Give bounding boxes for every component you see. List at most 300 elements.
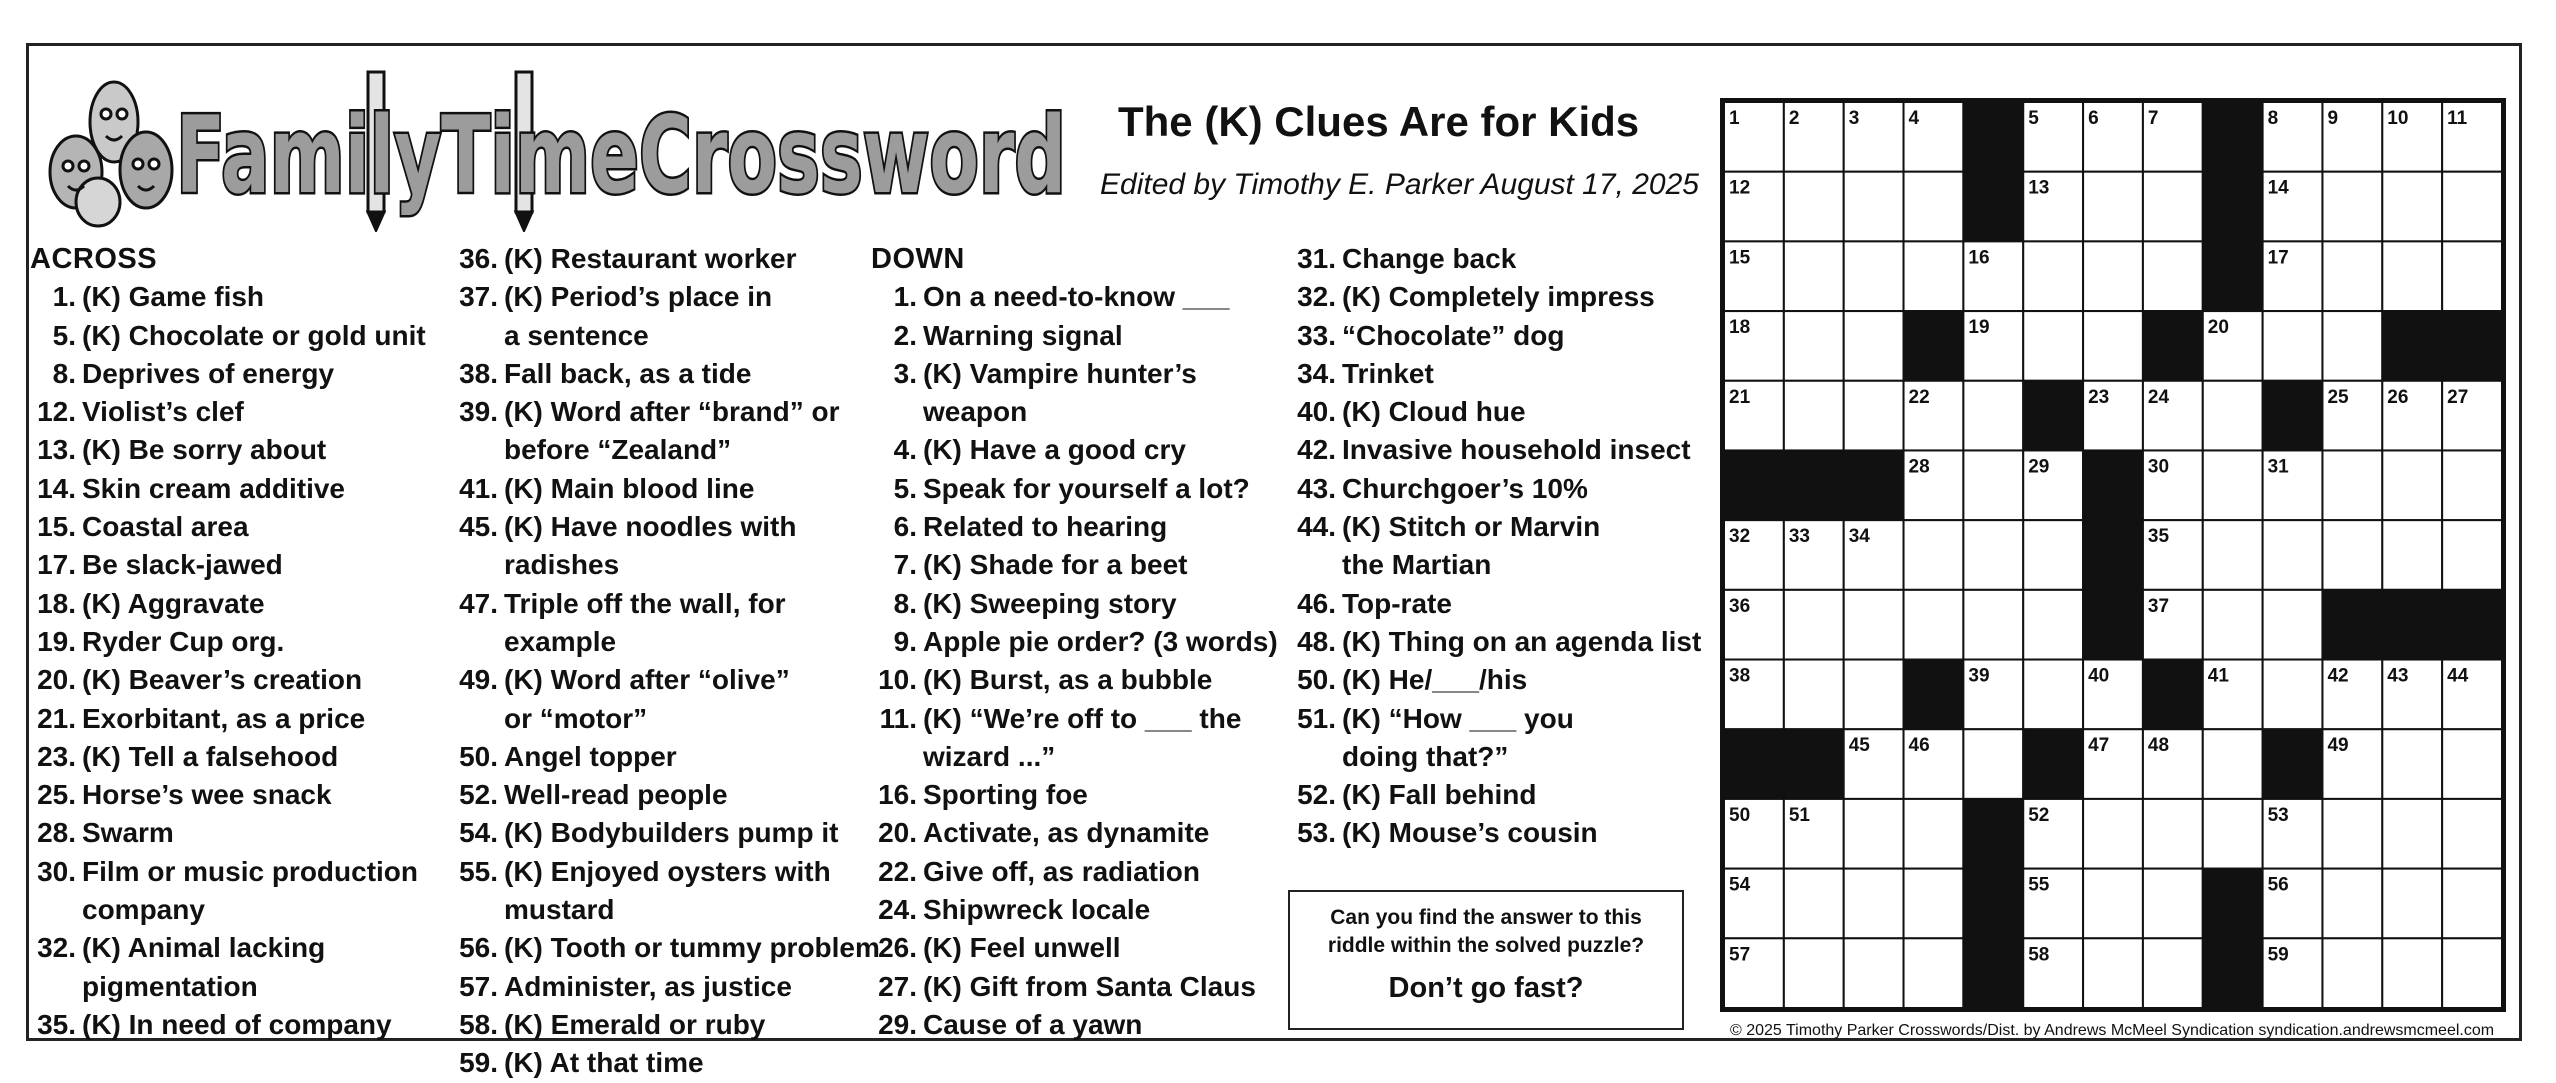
- grid-cell-number: 5: [2028, 108, 2039, 129]
- grid-cell[interactable]: [2023, 590, 2083, 660]
- clue-number: 45.: [459, 511, 498, 543]
- clue-number: 11.: [879, 702, 917, 734]
- grid-cell[interactable]: [2382, 172, 2442, 242]
- grid-cell[interactable]: [2322, 241, 2382, 311]
- grid-cell[interactable]: [2023, 660, 2083, 730]
- clue-text: Film or music production: [82, 855, 419, 887]
- grid-block: [2023, 729, 2083, 799]
- grid-cell[interactable]: [2023, 520, 2083, 590]
- clue-number: 47.: [459, 587, 498, 619]
- grid-cell[interactable]: [2442, 520, 2502, 590]
- clue-text: Violist’s clef: [82, 396, 244, 428]
- grid-cell[interactable]: [2143, 869, 2203, 939]
- grid-cell[interactable]: [2203, 381, 2263, 451]
- grid-cell[interactable]: [2203, 450, 2263, 520]
- clue-text: company: [82, 894, 205, 926]
- grid-block: [1963, 172, 2023, 242]
- clue-number: 16.: [878, 779, 917, 811]
- clue-number: 53.: [1297, 817, 1336, 849]
- clue-text: a sentence: [504, 319, 649, 351]
- clue-text: Well-read people: [504, 779, 728, 811]
- grid-cell[interactable]: [2382, 729, 2442, 799]
- clue-item: [452, 891, 880, 929]
- clue-number: 28.: [37, 817, 76, 849]
- grid-cell[interactable]: [2203, 520, 2263, 590]
- clue-item: [30, 585, 426, 623]
- grid-cell[interactable]: [1784, 241, 1844, 311]
- grid-cell[interactable]: [2263, 311, 2323, 381]
- clue-number: 1.: [52, 281, 76, 313]
- grid-cell[interactable]: [2382, 869, 2442, 939]
- clue-item: [452, 317, 880, 355]
- clue-number: 43.: [1297, 472, 1336, 504]
- grid-cell[interactable]: [2083, 799, 2143, 869]
- grid-cell-number: 51: [1788, 804, 1810, 826]
- clue-item: [871, 968, 1278, 1006]
- clue-text: (K) Be sorry about: [82, 434, 327, 466]
- clue-item: [30, 508, 426, 546]
- clue-item: [1290, 661, 1701, 699]
- grid-cell[interactable]: [1844, 869, 1904, 939]
- grid-cell-number: 15: [1729, 247, 1751, 269]
- grid-block: [2083, 590, 2143, 660]
- clue-item: [871, 317, 1278, 355]
- clue-number: 34.: [1297, 357, 1336, 389]
- grid-cell-number: 12: [1729, 177, 1751, 199]
- clue-number: 14.: [37, 472, 76, 504]
- grid-cell[interactable]: [2382, 799, 2442, 869]
- clue-item: [452, 968, 880, 1006]
- clue-item: [1290, 278, 1701, 316]
- grid-cell-number: 44: [2447, 665, 2469, 687]
- clue-number: 50.: [1297, 664, 1336, 696]
- clue-text: (K) Cloud hue: [1342, 396, 1526, 428]
- grid-block: [2203, 938, 2263, 1008]
- clue-text: doing that?”: [1342, 740, 1509, 772]
- grid-cell[interactable]: [2263, 590, 2323, 660]
- clue-text: or “motor”: [504, 702, 648, 734]
- grid-cell[interactable]: [1963, 381, 2023, 451]
- clue-text: Cause of a yawn: [923, 1008, 1143, 1040]
- clue-text: Angel topper: [504, 740, 677, 772]
- grid-cell[interactable]: [2442, 729, 2502, 799]
- clue-number: 57.: [459, 970, 498, 1002]
- clue-item: [871, 508, 1278, 546]
- clue-column-4: [1290, 240, 1701, 853]
- clue-item: [30, 278, 426, 316]
- grid-cell[interactable]: [1963, 520, 2023, 590]
- clue-text: (K) At that time: [504, 1047, 704, 1079]
- grid-block: [2203, 172, 2263, 242]
- clue-item: [871, 661, 1278, 699]
- grid-cell-number: 49: [2327, 735, 2349, 757]
- grid-cell[interactable]: [2442, 869, 2502, 939]
- grid-cell[interactable]: [1904, 172, 1964, 242]
- grid-cell[interactable]: [2083, 172, 2143, 242]
- clue-number: 24.: [878, 894, 917, 926]
- clue-item: [30, 891, 426, 929]
- grid-cell[interactable]: [2382, 520, 2442, 590]
- clue-item: [871, 546, 1278, 584]
- clue-item: [871, 814, 1278, 852]
- grid-block: [1724, 450, 1784, 520]
- clue-number: 42.: [1297, 434, 1336, 466]
- grid-cell-number: 6: [2088, 108, 2099, 129]
- grid-cell[interactable]: [1844, 590, 1904, 660]
- clue-number: 52.: [459, 779, 498, 811]
- clue-item: [871, 355, 1278, 393]
- clue-text: Ryder Cup org.: [82, 625, 285, 657]
- grid-cell-number: 10: [2387, 108, 2409, 129]
- grid-cell-number: 31: [2267, 456, 2289, 478]
- clue-item: [30, 968, 426, 1006]
- clue-text: (K) He/___/his: [1342, 664, 1528, 696]
- grid-cell-number: 3: [1848, 108, 1860, 129]
- grid-cell-number: 50: [1729, 804, 1751, 826]
- clue-text: (K) Game fish: [82, 281, 265, 313]
- clue-item: [30, 623, 426, 661]
- clue-number: 10.: [878, 664, 917, 696]
- grid-cell[interactable]: [2322, 172, 2382, 242]
- clue-text: Swarm: [82, 817, 174, 849]
- grid-cell[interactable]: [2442, 172, 2502, 242]
- clue-text: (K) Enjoyed oysters with: [504, 855, 831, 887]
- grid-cell[interactable]: [1784, 172, 1844, 242]
- clue-text: Horse’s wee snack: [82, 779, 332, 811]
- clue-text: (K) Tooth or tummy problem: [504, 932, 880, 964]
- clue-number: 56.: [459, 932, 498, 964]
- clue-number: 33.: [1297, 319, 1336, 351]
- clue-item: [452, 929, 880, 967]
- grid-block: [2382, 590, 2442, 660]
- clue-item: [871, 738, 1278, 776]
- clue-item: [871, 700, 1278, 738]
- grid-cell[interactable]: [2322, 938, 2382, 1008]
- grid-cell[interactable]: [2322, 799, 2382, 869]
- clue-text: (K) Aggravate: [82, 587, 265, 619]
- grid-cell[interactable]: [2203, 590, 2263, 660]
- grid-block: [2143, 660, 2203, 730]
- grid-block: [2263, 381, 2323, 451]
- grid-cell[interactable]: [2442, 450, 2502, 520]
- clue-item: [871, 776, 1278, 814]
- grid-block: [1784, 729, 1844, 799]
- clue-item: [1290, 470, 1701, 508]
- grid-cell[interactable]: [1844, 381, 1904, 451]
- clue-column-1: [30, 240, 426, 1044]
- grid-cell[interactable]: [1963, 590, 2023, 660]
- grid-cell[interactable]: [2143, 241, 2203, 311]
- grid-cell-number: 45: [1848, 735, 1870, 757]
- clue-item: [452, 853, 880, 891]
- clue-item: [871, 853, 1278, 891]
- puzzle-title: The (K) Clues Are for Kids: [1118, 98, 1640, 145]
- clue-text: Coastal area: [82, 511, 249, 543]
- clue-text: (K) Tell a falsehood: [82, 740, 339, 772]
- grid-cell-number: 41: [2207, 665, 2229, 687]
- clue-number: 52.: [1297, 779, 1336, 811]
- grid-cell[interactable]: [1784, 869, 1844, 939]
- clue-text: Administer, as justice: [504, 970, 792, 1002]
- grid-cell[interactable]: [1784, 660, 1844, 730]
- clue-column-2: [452, 240, 880, 1083]
- grid-cell-number: 24: [2147, 386, 2170, 408]
- grid-cell-number: 29: [2028, 456, 2050, 478]
- clue-item: [30, 738, 426, 776]
- grid-cell[interactable]: [1844, 241, 1904, 311]
- clue-number: 5.: [893, 472, 917, 504]
- clue-item: [452, 393, 880, 431]
- grid-block: [2203, 241, 2263, 311]
- grid-cell-number: 43: [2387, 665, 2409, 687]
- grid-cell[interactable]: [1904, 590, 1964, 660]
- clue-text: (K) Vampire hunter’s: [923, 357, 1197, 389]
- clue-number: 1.: [893, 281, 917, 313]
- grid-cell[interactable]: [2203, 729, 2263, 799]
- grid-cell-number: 37: [2147, 595, 2170, 617]
- clue-text: Invasive household insect: [1342, 434, 1691, 466]
- riddle-question: Can you find the answer to this riddle within the solved puzzle?: [1327, 906, 1645, 957]
- grid-cell[interactable]: [2322, 311, 2382, 381]
- grid-cell-number: 36: [1729, 595, 1751, 617]
- clue-text: “Chocolate” dog: [1342, 319, 1565, 351]
- clue-item: [30, 661, 426, 699]
- clue-item: [452, 546, 880, 584]
- clue-text: Triple off the wall, for: [504, 587, 786, 619]
- clue-text: (K) Restaurant worker: [504, 243, 797, 274]
- grid-cell[interactable]: [2382, 241, 2442, 311]
- grid-cell[interactable]: [2263, 520, 2323, 590]
- grid-cell-number: 1: [1729, 108, 1740, 129]
- clue-item: [30, 355, 426, 393]
- grid-cell[interactable]: [2322, 520, 2382, 590]
- grid-cell-number: 54: [1729, 874, 1751, 896]
- grid-cell-number: 2: [1788, 108, 1800, 129]
- clue-text: Warning signal: [923, 319, 1123, 351]
- clue-number: 18.: [37, 587, 76, 619]
- clue-item: [30, 1006, 426, 1044]
- grid-cell-number: 9: [2327, 108, 2339, 129]
- clue-item: [871, 431, 1278, 469]
- grid-cell-number: 46: [1908, 735, 1930, 757]
- across-heading: ACROSS: [30, 243, 158, 275]
- clue-text: Apple pie order? (3 words): [923, 625, 1278, 657]
- kids-illustration-icon: [50, 82, 172, 226]
- grid-cell[interactable]: [1844, 172, 1904, 242]
- clue-item: [1290, 814, 1701, 852]
- grid-cell[interactable]: [1963, 450, 2023, 520]
- clue-text: (K) Stitch or Marvin: [1342, 511, 1601, 543]
- clue-item: [30, 393, 426, 431]
- grid-cell[interactable]: [2203, 799, 2263, 869]
- crossword-grid-svg[interactable]: [1724, 102, 2502, 1008]
- grid-block: [2203, 102, 2263, 172]
- clue-text: (K) Word after “olive”: [504, 664, 790, 696]
- clue-text: (K) Have a good cry: [923, 434, 1186, 466]
- grid-cell[interactable]: [1904, 241, 1964, 311]
- grid-cell-number: 40: [2088, 665, 2110, 687]
- clue-item: [1290, 393, 1701, 431]
- clue-number: 6.: [893, 511, 917, 543]
- grid-cell[interactable]: [1963, 729, 2023, 799]
- clue-text: Churchgoer’s 10%: [1342, 472, 1588, 504]
- grid-cell[interactable]: [2442, 241, 2502, 311]
- clue-item: [452, 1006, 880, 1044]
- clue-text: (K) Animal lacking: [82, 932, 326, 964]
- grid-cell[interactable]: [2083, 869, 2143, 939]
- grid-cell-number: 58: [2028, 944, 2050, 966]
- grid-block: [1784, 450, 1844, 520]
- copyright-notice: © 2025 Timothy Parker Crosswords/Dist. by Andrews McMeel Syndication syndication.andrewsmcmeel.com: [1730, 1022, 2495, 1039]
- clue-item: [1290, 623, 1701, 661]
- grid-cell[interactable]: [2143, 172, 2203, 242]
- clue-number: 55.: [459, 855, 498, 887]
- grid-cell-number: 52: [2028, 804, 2050, 826]
- grid-cell-number: 25: [2327, 386, 2349, 408]
- clue-number: 21.: [37, 702, 76, 734]
- clue-item: [452, 585, 880, 623]
- grid-cell[interactable]: [1844, 311, 1904, 381]
- grid-block: [1904, 311, 1964, 381]
- grid-cell-number: 16: [1968, 247, 1990, 269]
- grid-cell-number: 19: [1968, 317, 1990, 339]
- clue-text: (K) “We’re off to ___ the: [923, 702, 1242, 734]
- grid-cell[interactable]: [2442, 799, 2502, 869]
- grid-cell[interactable]: [2263, 660, 2323, 730]
- grid-cell[interactable]: [1844, 799, 1904, 869]
- clue-item: [452, 623, 880, 661]
- clue-item: [871, 1006, 1278, 1044]
- family-time-crossword-logo: [36, 52, 1076, 232]
- grid-cell[interactable]: [1904, 520, 1964, 590]
- grid-cell[interactable]: [2083, 938, 2143, 1008]
- clue-item: [1290, 738, 1701, 776]
- grid-block: [1724, 729, 1784, 799]
- clue-number: 32.: [1297, 281, 1336, 313]
- clue-item: [452, 776, 880, 814]
- grid-cell[interactable]: [2143, 799, 2203, 869]
- clue-item: [30, 814, 426, 852]
- clue-number: 23.: [37, 740, 76, 772]
- grid-cell-number: 8: [2267, 108, 2279, 129]
- clue-number: 58.: [459, 1008, 498, 1040]
- clue-number: 37.: [459, 281, 498, 313]
- clue-number: 36.: [459, 243, 498, 274]
- grid-cell[interactable]: [2023, 241, 2083, 311]
- clue-text: (K) Gift from Santa Claus: [923, 970, 1256, 1002]
- clue-number: 7.: [893, 549, 917, 581]
- clue-text: (K) Period’s place in: [504, 281, 773, 313]
- clue-number: 51.: [1297, 702, 1336, 734]
- grid-cell-number: 14: [2267, 177, 2289, 199]
- grid-cell[interactable]: [2083, 311, 2143, 381]
- grid-cell[interactable]: [2322, 869, 2382, 939]
- grid-cell[interactable]: [2023, 311, 2083, 381]
- clue-text: example: [504, 625, 617, 657]
- grid-cell[interactable]: [2083, 241, 2143, 311]
- clue-item: [452, 355, 880, 393]
- grid-cell[interactable]: [1784, 938, 1844, 1008]
- grid-cell-number: 34: [1848, 526, 1870, 548]
- clue-item: [30, 470, 426, 508]
- grid-cell-number: 30: [2147, 456, 2170, 478]
- clue-item: [871, 929, 1278, 967]
- clue-number: 29.: [878, 1008, 917, 1040]
- clue-number: 5.: [52, 319, 76, 351]
- crossword-grid[interactable]: [1720, 98, 2506, 1012]
- clue-text: (K) Have noodles with: [504, 511, 797, 543]
- clue-text: Activate, as dynamite: [923, 817, 1210, 849]
- clue-item: [452, 508, 880, 546]
- grid-cell[interactable]: [2143, 938, 2203, 1008]
- grid-block: [1904, 660, 1964, 730]
- clue-item: [452, 814, 880, 852]
- grid-cell[interactable]: [1784, 311, 1844, 381]
- grid-cell-number: 17: [2267, 247, 2289, 269]
- clue-item: [1290, 508, 1701, 546]
- clue-text: Trinket: [1342, 357, 1434, 389]
- grid-block: [1963, 869, 2023, 939]
- grid-cell[interactable]: [2322, 450, 2382, 520]
- riddle-answer: Don’t go fast?: [1388, 972, 1584, 1004]
- logo-text: FamilyTimeCrossword: [176, 94, 1066, 217]
- grid-cell[interactable]: [2442, 938, 2502, 1008]
- grid-block: [2263, 729, 2323, 799]
- clue-number: 25.: [37, 779, 76, 811]
- clue-number: 50.: [459, 740, 498, 772]
- grid-cell[interactable]: [2382, 450, 2442, 520]
- grid-block: [1963, 799, 2023, 869]
- clue-text: Shipwreck locale: [923, 894, 1151, 926]
- grid-cell-number: 23: [2088, 386, 2110, 408]
- clue-text: Top-rate: [1342, 587, 1452, 619]
- clue-text: (K) Bodybuilders pump it: [504, 817, 839, 849]
- clue-item: [1290, 240, 1701, 278]
- clue-item: [452, 700, 880, 738]
- riddle-box: [1288, 890, 1684, 1030]
- grid-cell[interactable]: [1904, 799, 1964, 869]
- grid-block: [2382, 311, 2442, 381]
- grid-cell[interactable]: [1784, 381, 1844, 451]
- clue-number: 8.: [52, 357, 76, 389]
- grid-cell[interactable]: [1844, 938, 1904, 1008]
- clue-item: [452, 470, 880, 508]
- clue-item: [871, 623, 1278, 661]
- clue-item: [30, 776, 426, 814]
- clue-number: 44.: [1297, 511, 1336, 543]
- clue-item: [871, 470, 1278, 508]
- grid-cell-number: 42: [2327, 665, 2349, 687]
- puzzle-byline: Edited by Timothy E. Parker August 17, 2025: [1100, 168, 1699, 201]
- clue-number: 15.: [37, 511, 76, 543]
- grid-cell[interactable]: [1844, 660, 1904, 730]
- grid-cell[interactable]: [1904, 938, 1964, 1008]
- clue-number: 26.: [878, 932, 917, 964]
- grid-cell-number: 18: [1729, 317, 1751, 339]
- clue-item: [452, 661, 880, 699]
- clue-text: Be slack-jawed: [82, 549, 283, 581]
- clue-text: (K) Thing on an agenda list: [1342, 625, 1702, 657]
- grid-cell[interactable]: [1784, 590, 1844, 660]
- clue-item: [871, 585, 1278, 623]
- clue-text: wizard ...”: [923, 740, 1056, 772]
- grid-cell-number: 27: [2447, 386, 2469, 408]
- clue-item: [30, 317, 426, 355]
- grid-cell[interactable]: [2382, 938, 2442, 1008]
- clue-number: 9.: [893, 625, 917, 657]
- grid-cell[interactable]: [1904, 869, 1964, 939]
- clue-text: Exorbitant, as a price: [82, 702, 366, 734]
